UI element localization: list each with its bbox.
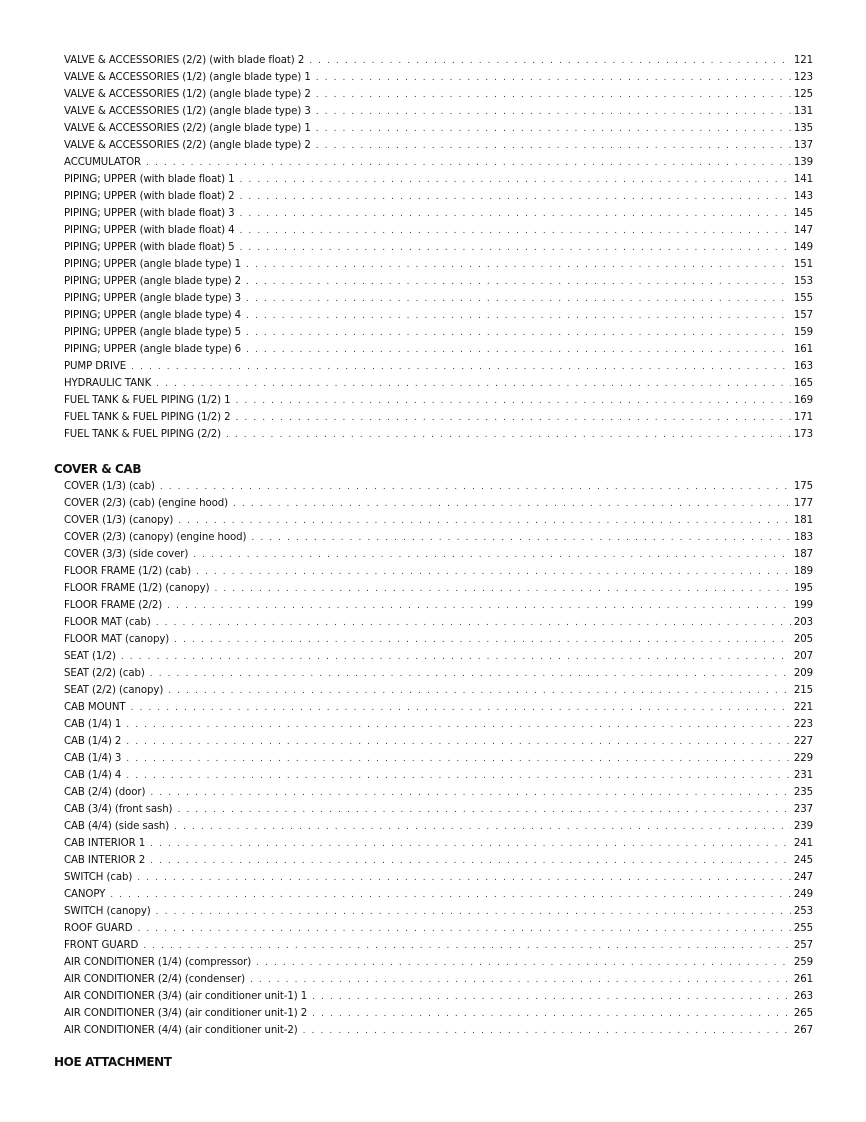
- toc-entry-title: ACCUMULATOR: [64, 157, 142, 168]
- dot-leader: [126, 717, 791, 734]
- toc-entry-title: VALVE & ACCESSORIES (2/2) (angle blade type) 1: [64, 123, 311, 134]
- toc-entry[interactable]: [64, 273, 813, 290]
- dot-leader: [316, 104, 791, 121]
- toc-entry[interactable]: [64, 869, 813, 886]
- toc-entry[interactable]: [64, 375, 813, 392]
- toc-entry-page-number: 241: [793, 838, 813, 849]
- toc-entry-page-number: 247: [793, 872, 813, 883]
- toc-entry-page-number: 145: [793, 208, 813, 219]
- toc-entry[interactable]: [64, 239, 813, 256]
- dot-leader: [150, 666, 791, 683]
- toc-entry-page-number: 161: [793, 344, 813, 355]
- dot-leader: [126, 768, 791, 785]
- toc-entry-title: SEAT (2/2) (cab): [64, 668, 145, 679]
- toc-entry-page-number: 139: [793, 157, 813, 168]
- toc-entry-title: AIR CONDITIONER (2/4) (condenser): [64, 974, 245, 985]
- dot-leader: [316, 121, 791, 138]
- toc-entry-title: VALVE & ACCESSORIES (1/2) (angle blade type) 1: [64, 72, 311, 83]
- toc-entry-page-number: 159: [793, 327, 813, 338]
- toc-entry-page-number: 131: [793, 106, 813, 117]
- toc-entry[interactable]: [64, 1022, 813, 1039]
- toc-entry-page-number: 231: [793, 770, 813, 781]
- toc-entry[interactable]: [64, 971, 813, 988]
- toc-entry[interactable]: [64, 426, 813, 443]
- toc-entry-page-number: 147: [793, 225, 813, 236]
- dot-leader: [174, 819, 791, 836]
- toc-entry[interactable]: [64, 137, 813, 154]
- toc-entry[interactable]: [64, 52, 813, 69]
- toc-entry[interactable]: [64, 409, 813, 426]
- dot-leader: [240, 172, 791, 189]
- toc-entry[interactable]: [64, 580, 813, 597]
- toc-entry-page-number: 123: [793, 72, 813, 83]
- dot-leader: [246, 308, 791, 325]
- toc-entry[interactable]: [64, 120, 813, 137]
- toc-entry-title: PIPING; UPPER (angle blade type) 2: [64, 276, 242, 287]
- toc-entry-page-number: 265: [793, 1008, 813, 1019]
- toc-entry-page-number: 173: [793, 429, 813, 440]
- toc-entry[interactable]: [64, 767, 813, 784]
- toc-entry-page-number: 175: [793, 481, 813, 492]
- toc-entry[interactable]: [64, 937, 813, 954]
- dot-leader: [235, 393, 790, 410]
- toc-entry[interactable]: [64, 529, 813, 546]
- toc-entry[interactable]: [64, 358, 813, 375]
- toc-entry-title: CAB INTERIOR 2: [64, 855, 146, 866]
- toc-entry-page-number: 237: [793, 804, 813, 815]
- toc-entry[interactable]: [64, 563, 813, 580]
- toc-entry-page-number: 141: [793, 174, 813, 185]
- toc-entry-title: PIPING; UPPER (with blade float) 4: [64, 225, 235, 236]
- dot-leader: [312, 1006, 791, 1023]
- toc-entry-page-number: 259: [793, 957, 813, 968]
- toc-entry-title: VALVE & ACCESSORIES (2/2) (angle blade type) 2: [64, 140, 311, 151]
- toc-entry[interactable]: [64, 903, 813, 920]
- toc-entry[interactable]: [64, 614, 813, 631]
- toc-entry-page-number: 135: [793, 123, 813, 134]
- toc-entry-title: SWITCH (cab): [64, 872, 133, 883]
- toc-entry-page-number: 137: [793, 140, 813, 151]
- toc-entry-title: AIR CONDITIONER (3/4) (air conditioner unit-1) 2: [64, 1008, 308, 1019]
- dot-leader: [110, 887, 791, 904]
- section-heading: HOE ATTACHMENT: [54, 1055, 172, 1069]
- toc-entry-list: [64, 478, 813, 1039]
- dot-leader: [156, 376, 791, 393]
- toc-entry[interactable]: [64, 69, 813, 86]
- toc-entry-page-number: 189: [793, 566, 813, 577]
- toc-entry-page-number: 235: [793, 787, 813, 798]
- toc-entry-title: FUEL TANK & FUEL PIPING (1/2) 2: [64, 412, 231, 423]
- dot-leader: [303, 1023, 791, 1040]
- toc-entry-title: ROOF GUARD: [64, 923, 133, 934]
- toc-entry[interactable]: [64, 290, 813, 307]
- toc-entry-title: CAB (4/4) (side sash): [64, 821, 170, 832]
- dot-leader: [316, 87, 791, 104]
- toc-entry-title: CAB (2/4) (door): [64, 787, 146, 798]
- dot-leader: [240, 240, 791, 257]
- dot-leader: [246, 291, 791, 308]
- toc-entry[interactable]: [64, 546, 813, 563]
- toc-entry-title: FLOOR MAT (canopy): [64, 634, 170, 645]
- dot-leader: [131, 700, 791, 717]
- toc-entry[interactable]: [64, 784, 813, 801]
- toc-entry-title: COVER (1/3) (cab): [64, 481, 155, 492]
- dot-leader: [246, 342, 791, 359]
- dot-leader: [240, 189, 791, 206]
- toc-entry-page-number: 177: [793, 498, 813, 509]
- dot-leader: [156, 904, 791, 921]
- toc-entry[interactable]: [64, 733, 813, 750]
- toc-entry-page-number: 121: [793, 55, 813, 66]
- toc-entry-page-number: 261: [793, 974, 813, 985]
- toc-entry-title: AIR CONDITIONER (4/4) (air conditioner unit-2): [64, 1025, 298, 1036]
- toc-entry-page-number: 183: [793, 532, 813, 543]
- dot-leader: [126, 734, 791, 751]
- toc-entry[interactable]: [64, 256, 813, 273]
- toc-entry-page-number: 253: [793, 906, 813, 917]
- toc-entry-title: VALVE & ACCESSORIES (1/2) (angle blade type) 2: [64, 89, 311, 100]
- toc-entry-title: CAB (1/4) 4: [64, 770, 122, 781]
- toc-entry-title: VALVE & ACCESSORIES (1/2) (angle blade type) 3: [64, 106, 311, 117]
- toc-entry-title: CAB INTERIOR 1: [64, 838, 146, 849]
- toc-entry-title: AIR CONDITIONER (3/4) (air conditioner unit-1) 1: [64, 991, 308, 1002]
- dot-leader: [256, 955, 791, 972]
- toc-entry[interactable]: [64, 886, 813, 903]
- toc-entry-page-number: 199: [793, 600, 813, 611]
- toc-entry-page-number: 151: [793, 259, 813, 270]
- toc-entry-title: AIR CONDITIONER (1/4) (compressor): [64, 957, 252, 968]
- toc-entry-title: FRONT GUARD: [64, 940, 139, 951]
- toc-entry[interactable]: [64, 818, 813, 835]
- toc-entry[interactable]: [64, 341, 813, 358]
- toc-entry-page-number: 207: [793, 651, 813, 662]
- dot-leader: [226, 427, 791, 444]
- toc-entry-title: SEAT (1/2): [64, 651, 116, 662]
- dot-leader: [168, 683, 791, 700]
- dot-leader: [126, 751, 791, 768]
- dot-leader: [178, 513, 791, 530]
- dot-leader: [167, 598, 791, 615]
- toc-entry-page-number: 215: [793, 685, 813, 696]
- toc-entry-title: PIPING; UPPER (with blade float) 2: [64, 191, 235, 202]
- dot-leader: [174, 632, 791, 649]
- toc-entry[interactable]: [64, 631, 813, 648]
- toc-entry-title: PIPING; UPPER (with blade float) 3: [64, 208, 235, 219]
- toc-entry-title: PIPING; UPPER (angle blade type) 3: [64, 293, 242, 304]
- toc-entry-page-number: 153: [793, 276, 813, 287]
- dot-leader: [246, 325, 791, 342]
- toc-entry-page-number: 195: [793, 583, 813, 594]
- toc-entry-title: PIPING; UPPER (angle blade type) 4: [64, 310, 242, 321]
- toc-entry-title: PIPING; UPPER (with blade float) 5: [64, 242, 235, 253]
- toc-entry-title: COVER (3/3) (side cover): [64, 549, 189, 560]
- toc-entry-page-number: 229: [793, 753, 813, 764]
- dot-leader: [150, 785, 790, 802]
- toc-entry-page-number: 157: [793, 310, 813, 321]
- toc-entry-title: CAB (1/4) 2: [64, 736, 122, 747]
- toc-entry-page-number: 255: [793, 923, 813, 934]
- toc-entry[interactable]: [64, 716, 813, 733]
- toc-entry-title: CAB MOUNT: [64, 702, 126, 713]
- dot-leader: [121, 649, 791, 666]
- toc-entry-title: FLOOR FRAME (1/2) (cab): [64, 566, 192, 577]
- toc-entry-title: PIPING; UPPER (angle blade type) 5: [64, 327, 242, 338]
- toc-entry-page-number: 125: [793, 89, 813, 100]
- toc-entry-page-number: 143: [793, 191, 813, 202]
- toc-entry-page-number: 249: [793, 889, 813, 900]
- toc-entry-title: SWITCH (canopy): [64, 906, 151, 917]
- toc-entry[interactable]: [64, 988, 813, 1005]
- toc-entry[interactable]: [64, 750, 813, 767]
- toc-entry-title: CANOPY: [64, 889, 106, 900]
- dot-leader: [156, 615, 791, 632]
- toc-entry-title: FLOOR FRAME (2/2): [64, 600, 163, 611]
- toc-entry[interactable]: [64, 835, 813, 852]
- toc-entry-title: COVER (1/3) (canopy): [64, 515, 174, 526]
- toc-entry[interactable]: [64, 188, 813, 205]
- toc-entry[interactable]: [64, 597, 813, 614]
- dot-leader: [251, 530, 790, 547]
- toc-entry-page-number: 187: [793, 549, 813, 560]
- dot-leader: [240, 223, 791, 240]
- dot-leader: [137, 921, 790, 938]
- toc-entry-page-number: 223: [793, 719, 813, 730]
- toc-entry[interactable]: [64, 682, 813, 699]
- dot-leader: [143, 938, 791, 955]
- toc-entry[interactable]: [64, 512, 813, 529]
- toc-entry-list: [64, 52, 813, 443]
- toc-entry-title: SEAT (2/2) (canopy): [64, 685, 164, 696]
- dot-leader: [250, 972, 791, 989]
- toc-entry-page-number: 257: [793, 940, 813, 951]
- toc-entry-page-number: 263: [793, 991, 813, 1002]
- toc-entry[interactable]: [64, 478, 813, 495]
- dot-leader: [214, 581, 790, 598]
- dot-leader: [233, 496, 791, 513]
- toc-entry[interactable]: [64, 665, 813, 682]
- toc-entry-title: COVER (2/3) (cab) (engine hood): [64, 498, 228, 509]
- toc-entry-title: CAB (1/4) 1: [64, 719, 122, 730]
- toc-entry[interactable]: [64, 154, 813, 171]
- toc-entry-title: FLOOR MAT (cab): [64, 617, 151, 628]
- toc-entry[interactable]: [64, 307, 813, 324]
- dot-leader: [150, 853, 791, 870]
- dot-leader: [193, 547, 791, 564]
- toc-entry-title: PIPING; UPPER (angle blade type) 1: [64, 259, 242, 270]
- toc-entry-page-number: 169: [793, 395, 813, 406]
- dot-leader: [160, 479, 791, 496]
- toc-entry[interactable]: [64, 324, 813, 341]
- toc-entry[interactable]: [64, 699, 813, 716]
- toc-entry-page-number: 171: [793, 412, 813, 423]
- toc-entry[interactable]: [64, 920, 813, 937]
- toc-entry-title: FUEL TANK & FUEL PIPING (2/2): [64, 429, 221, 440]
- dot-leader: [316, 70, 791, 87]
- toc-entry[interactable]: [64, 852, 813, 869]
- toc-entry-page-number: 227: [793, 736, 813, 747]
- toc-entry-page-number: 203: [793, 617, 813, 628]
- toc-entry[interactable]: [64, 86, 813, 103]
- toc-entry[interactable]: [64, 392, 813, 409]
- dot-leader: [309, 53, 791, 70]
- dot-leader: [177, 802, 790, 819]
- dot-leader: [312, 989, 791, 1006]
- toc-entry[interactable]: [64, 495, 813, 512]
- toc-entry[interactable]: [64, 205, 813, 222]
- toc-entry-page-number: 239: [793, 821, 813, 832]
- toc-entry-title: PIPING; UPPER (angle blade type) 6: [64, 344, 242, 355]
- toc-entry-page-number: 267: [793, 1025, 813, 1036]
- dot-leader: [316, 138, 791, 155]
- toc-entry[interactable]: [64, 954, 813, 971]
- toc-entry[interactable]: [64, 171, 813, 188]
- toc-entry[interactable]: [64, 648, 813, 665]
- dot-leader: [246, 274, 791, 291]
- toc-entry-page-number: 155: [793, 293, 813, 304]
- toc-entry-title: CAB (3/4) (front sash): [64, 804, 173, 815]
- toc-entry[interactable]: [64, 1005, 813, 1022]
- toc-entry[interactable]: [64, 222, 813, 239]
- dot-leader: [246, 257, 791, 274]
- toc-entry-title: FLOOR FRAME (1/2) (canopy): [64, 583, 210, 594]
- toc-entry-page-number: 181: [793, 515, 813, 526]
- toc-entry-page-number: 221: [793, 702, 813, 713]
- toc-entry-title: COVER (2/3) (canopy) (engine hood): [64, 532, 247, 543]
- toc-entry-page-number: 209: [793, 668, 813, 679]
- toc-entry[interactable]: [64, 801, 813, 818]
- toc-entry[interactable]: [64, 103, 813, 120]
- toc-entry-title: VALVE & ACCESSORIES (2/2) (with blade float) 2: [64, 55, 305, 66]
- dot-leader: [131, 359, 791, 376]
- dot-leader: [150, 836, 791, 853]
- toc-entry-title: CAB (1/4) 3: [64, 753, 122, 764]
- toc-entry-title: FUEL TANK & FUEL PIPING (1/2) 1: [64, 395, 231, 406]
- toc-entry-page-number: 165: [793, 378, 813, 389]
- toc-entry-title: PIPING; UPPER (with blade float) 1: [64, 174, 235, 185]
- toc-entry-title: HYDRAULIC TANK: [64, 378, 152, 389]
- dot-leader: [146, 155, 791, 172]
- section-heading: COVER & CAB: [54, 462, 142, 476]
- dot-leader: [240, 206, 791, 223]
- dot-leader: [196, 564, 791, 581]
- toc-entry-page-number: 205: [793, 634, 813, 645]
- dot-leader: [137, 870, 791, 887]
- toc-entry-page-number: 163: [793, 361, 813, 372]
- toc-entry-title: PUMP DRIVE: [64, 361, 127, 372]
- toc-entry-page-number: 245: [793, 855, 813, 866]
- toc-entry-page-number: 149: [793, 242, 813, 253]
- dot-leader: [235, 410, 790, 427]
